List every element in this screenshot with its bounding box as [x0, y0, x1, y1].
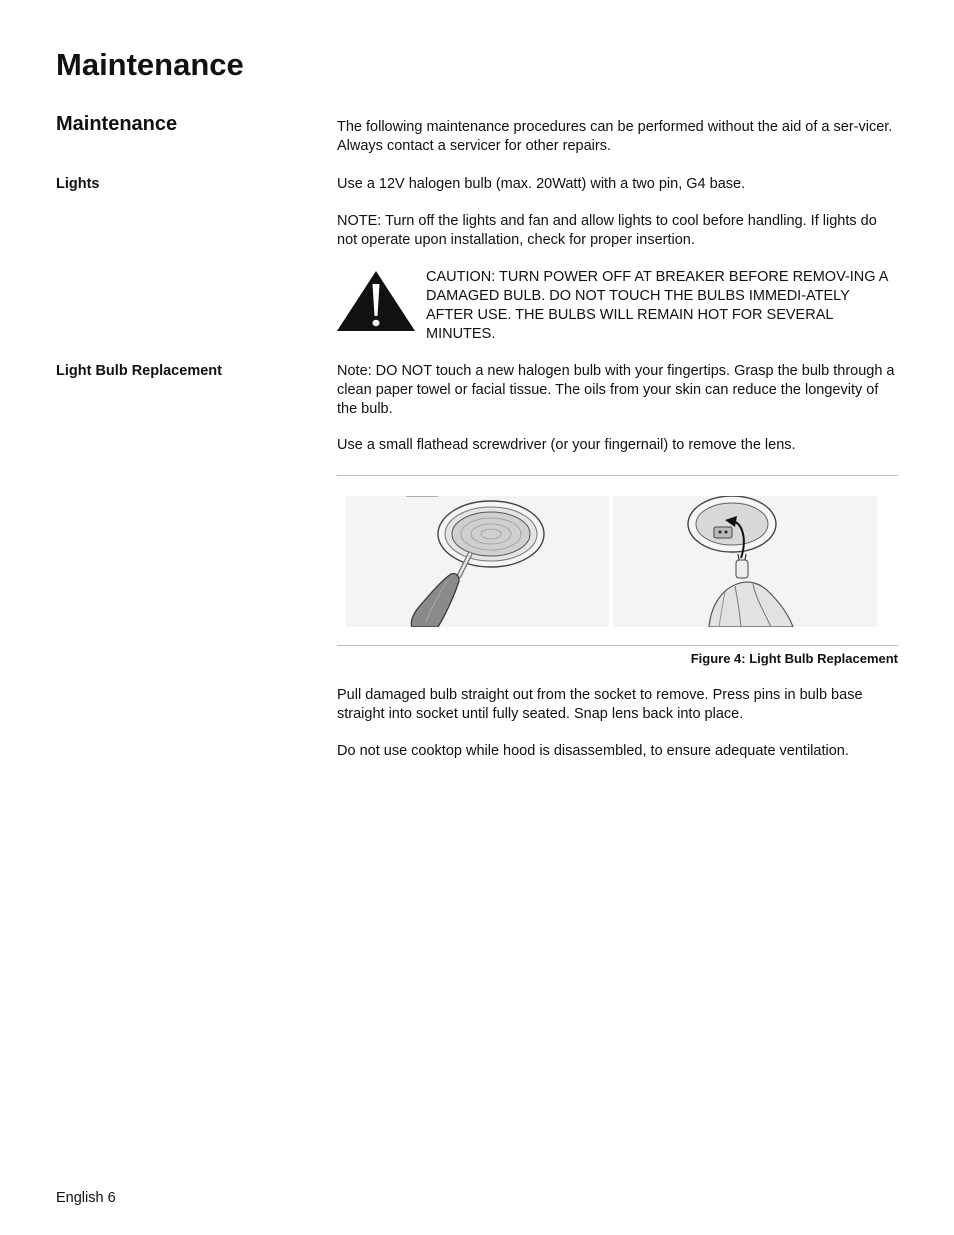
lens-removal-text: Use a small flathead screwdriver (or your fingernail) to remove the lens.	[337, 437, 796, 453]
screwdriver-removing-lens-illustration	[346, 496, 609, 627]
hand-inserting-bulb-illustration	[613, 496, 877, 627]
section-intro: The following maintenance procedures can be performed without the aid of a ser-vicer. Always contact a servicer for other repairs.	[337, 119, 893, 154]
lights-heading: Lights	[56, 176, 100, 192]
page-footer: English 6	[56, 1190, 116, 1206]
figure-top-rule	[337, 475, 898, 476]
bulb-replacement-heading: Light Bulb Replacement	[56, 363, 222, 379]
page-title: Maintenance	[56, 47, 244, 82]
lights-note-text: NOTE: Turn off the lights and fan and allow lights to cool before handling. If lights do not operate upon installation, check for proper insertion.	[337, 213, 877, 248]
figure-bottom-rule	[337, 645, 898, 646]
caution-text: CAUTION: TURN POWER OFF AT BREAKER BEFORE REMOV-ING A DAMAGED BULB. DO NOT TOUCH THE BULBS IMMEDI-ATELY AFTER USE. THE BULBS WILL REMAIN HOT FOR SEVERAL MINUTES.	[426, 269, 888, 342]
ventilation-note: Do not use cooktop while hood is disassembled, to ensure adequate ventilation.	[337, 743, 849, 759]
figure-caption: Figure 4: Light Bulb Replacement	[690, 651, 898, 666]
halogen-handling-note: Note: DO NOT touch a new halogen bulb with your fingertips. Grasp the bulb through a clean paper towel or facial tissue. The oils from your skin can reduce the longevity of the bulb.	[337, 363, 895, 417]
warning-triangle-icon	[336, 270, 416, 332]
pull-bulb-text: Pull damaged bulb straight out from the socket to remove. Press pins in bulb base straight into socket until fully seated. Snap lens back into place.	[337, 687, 863, 722]
section-title: Maintenance	[56, 113, 178, 135]
bulb-spec-text: Use a 12V halogen bulb (max. 20Watt) with a two pin, G4 base.	[337, 176, 746, 192]
